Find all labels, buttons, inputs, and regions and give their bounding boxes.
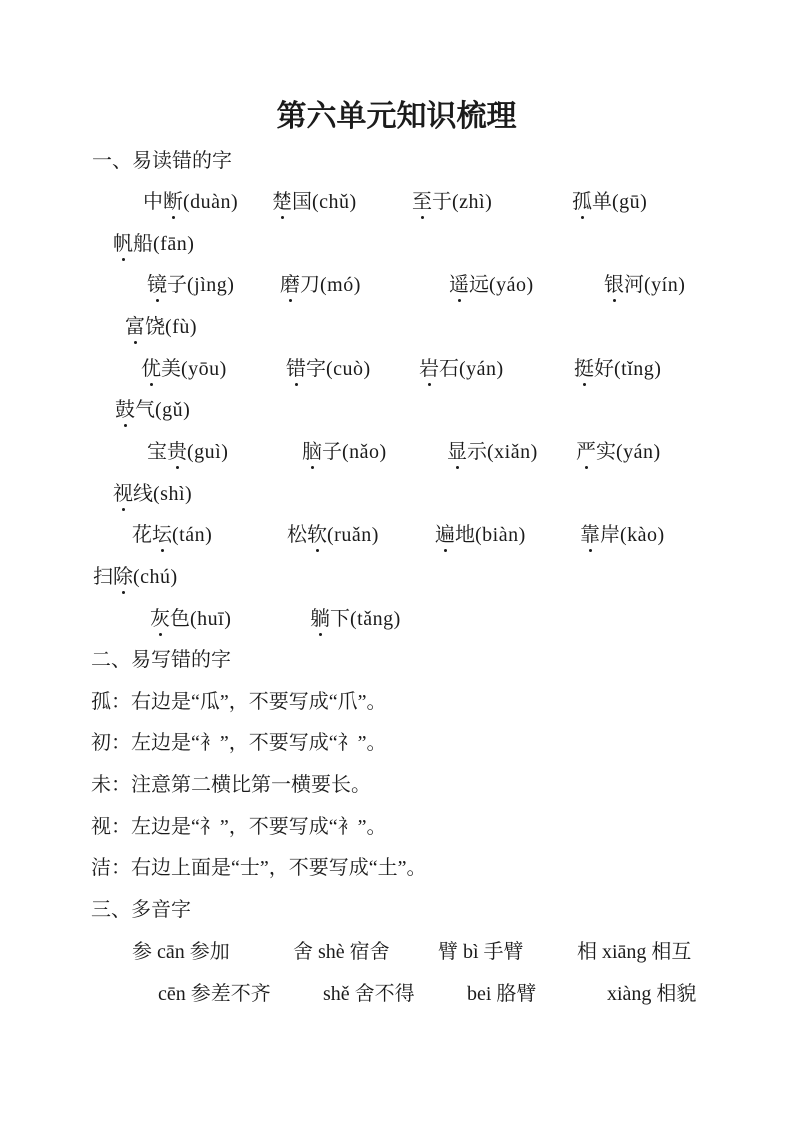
vocab-item bbox=[113, 231, 194, 257]
pinyin-text: (yōu) bbox=[181, 358, 227, 380]
pinyin-text: (zhì) bbox=[452, 191, 493, 213]
section-1-heading-text: 一、易读错的字 bbox=[92, 150, 232, 172]
emphasized-char: 挺 bbox=[574, 358, 594, 380]
pinyin-text: (tǐng) bbox=[614, 358, 662, 380]
word-text: 石 bbox=[439, 358, 459, 380]
word-text: 花 bbox=[132, 524, 152, 546]
vocab-item bbox=[572, 189, 647, 215]
vocab-item bbox=[447, 439, 538, 465]
emphasized-char: 富 bbox=[125, 316, 145, 338]
vocab-row bbox=[0, 564, 793, 590]
rule-line bbox=[0, 730, 793, 756]
vocab-row bbox=[0, 606, 793, 632]
pinyin-text: (gū) bbox=[612, 191, 648, 213]
section-2-heading-text: 二、易写错的字 bbox=[91, 649, 231, 671]
emphasized-char: 除 bbox=[113, 566, 133, 588]
word-text: 远 bbox=[469, 274, 489, 296]
pinyin-text: (cuò) bbox=[326, 358, 371, 380]
vocab-item bbox=[132, 522, 212, 548]
vocab-row bbox=[0, 522, 793, 548]
pinyin-text: (chú) bbox=[133, 566, 178, 588]
word-text: 中 bbox=[143, 191, 163, 213]
emphasized-char: 磨 bbox=[280, 274, 300, 296]
rule-line bbox=[0, 772, 793, 798]
word-text: 宝 bbox=[147, 441, 167, 463]
word-text: 色 bbox=[170, 608, 190, 630]
vocab-row bbox=[0, 189, 793, 215]
word-text: 字 bbox=[306, 358, 326, 380]
pinyin-text: (yáo) bbox=[489, 274, 534, 296]
word-text: 船 bbox=[133, 233, 153, 255]
emphasized-char: 脑 bbox=[302, 441, 322, 463]
pinyin-text: (fān) bbox=[153, 233, 195, 255]
polyphonic-entry: 参 cān 参加 bbox=[132, 941, 230, 963]
vocab-row bbox=[0, 272, 793, 298]
emphasized-char: 优 bbox=[141, 358, 161, 380]
rule-text: 未：注意第二横比第一横要长。 bbox=[91, 774, 371, 796]
pinyin-text: (huī) bbox=[190, 608, 232, 630]
vocab-row bbox=[0, 397, 793, 423]
rule-line bbox=[0, 689, 793, 715]
word-text: 下 bbox=[330, 608, 350, 630]
vocab-item bbox=[147, 272, 234, 298]
vocab-row bbox=[0, 481, 793, 507]
vocab-item bbox=[141, 356, 227, 382]
emphasized-char: 显 bbox=[447, 441, 467, 463]
emphasized-char: 镜 bbox=[147, 274, 167, 296]
pinyin-text: (tǎng) bbox=[350, 608, 401, 630]
vocab-item bbox=[150, 606, 231, 632]
word-text: 刀 bbox=[300, 274, 320, 296]
vocab-item bbox=[93, 564, 178, 590]
pinyin-text: (yán) bbox=[616, 441, 661, 463]
word-text: 于 bbox=[432, 191, 452, 213]
vocab-item bbox=[435, 522, 526, 548]
word-text: 线 bbox=[133, 483, 153, 505]
pinyin-text: (gǔ) bbox=[155, 399, 191, 421]
emphasized-char: 躺 bbox=[310, 608, 330, 630]
section-1-heading bbox=[0, 148, 793, 174]
pinyin-text: (yán) bbox=[459, 358, 504, 380]
pinyin-text: (yín) bbox=[644, 274, 686, 296]
vocab-item bbox=[604, 272, 685, 298]
vocab-item bbox=[287, 522, 379, 548]
vocab-item bbox=[272, 189, 357, 215]
vocab-item bbox=[286, 356, 371, 382]
word-text: 好 bbox=[594, 358, 614, 380]
word-text: 饶 bbox=[145, 316, 165, 338]
rule-text: 视：左边是“礻”，不要写成“衤”。 bbox=[91, 816, 387, 838]
emphasized-char: 岩 bbox=[419, 358, 439, 380]
pinyin-text: (tán) bbox=[172, 524, 213, 546]
emphasized-char: 贵 bbox=[167, 441, 187, 463]
emphasized-char: 孤 bbox=[572, 191, 592, 213]
emphasized-char: 帆 bbox=[113, 233, 133, 255]
emphasized-char: 靠 bbox=[580, 524, 600, 546]
polyphonic-row bbox=[0, 981, 793, 1007]
emphasized-char: 遍 bbox=[435, 524, 455, 546]
pinyin-text: (biàn) bbox=[475, 524, 526, 546]
vocab-item bbox=[574, 356, 661, 382]
emphasized-char: 软 bbox=[307, 524, 327, 546]
word-text: 美 bbox=[161, 358, 181, 380]
pinyin-text: (duàn) bbox=[183, 191, 239, 213]
emphasized-char: 鼓 bbox=[115, 399, 135, 421]
emphasized-char: 银 bbox=[604, 274, 624, 296]
emphasized-char: 灰 bbox=[150, 608, 170, 630]
vocab-item bbox=[576, 439, 661, 465]
pinyin-text: (ruǎn) bbox=[327, 524, 379, 546]
vocab-item bbox=[580, 522, 665, 548]
emphasized-char: 断 bbox=[163, 191, 183, 213]
vocab-item bbox=[302, 439, 387, 465]
vocab-row bbox=[0, 356, 793, 382]
polyphonic-row bbox=[0, 939, 793, 965]
vocab-item bbox=[412, 189, 492, 215]
word-text: 松 bbox=[287, 524, 307, 546]
pinyin-text: (nǎo) bbox=[342, 441, 387, 463]
rule-line bbox=[0, 814, 793, 840]
polyphonic-entry: 相 xiāng 相互 bbox=[577, 941, 692, 963]
word-text: 气 bbox=[135, 399, 155, 421]
vocab-item bbox=[419, 356, 504, 382]
section-2-heading bbox=[0, 647, 793, 673]
word-text: 扫 bbox=[93, 566, 113, 588]
pinyin-text: (fù) bbox=[165, 316, 197, 338]
vocab-item bbox=[113, 481, 192, 507]
polyphonic-entry: bei 胳臂 bbox=[467, 983, 537, 1005]
emphasized-char: 严 bbox=[576, 441, 596, 463]
word-text: 子 bbox=[322, 441, 342, 463]
emphasized-char: 遥 bbox=[449, 274, 469, 296]
emphasized-char: 至 bbox=[412, 191, 432, 213]
emphasized-char: 视 bbox=[113, 483, 133, 505]
rule-text: 洁：右边上面是“士”，不要写成“土”。 bbox=[91, 857, 427, 879]
polyphonic-entry: 臂 bì 手臂 bbox=[438, 941, 524, 963]
pinyin-text: (jìng) bbox=[187, 274, 235, 296]
vocab-item bbox=[310, 606, 401, 632]
emphasized-char: 坛 bbox=[152, 524, 172, 546]
word-text: 单 bbox=[592, 191, 612, 213]
doc-title: 第六单元知识梳理 bbox=[276, 100, 517, 133]
rule-line bbox=[0, 855, 793, 881]
pinyin-text: (mó) bbox=[320, 274, 361, 296]
pinyin-text: (xiǎn) bbox=[487, 441, 538, 463]
section-3-heading bbox=[0, 897, 793, 923]
emphasized-char: 错 bbox=[286, 358, 306, 380]
vocab-item bbox=[115, 397, 190, 423]
polyphonic-entry: shě 舍不得 bbox=[323, 983, 415, 1005]
pinyin-text: (chǔ) bbox=[312, 191, 357, 213]
word-text: 岸 bbox=[600, 524, 620, 546]
section-3-heading-text: 三、多音字 bbox=[91, 899, 191, 921]
rule-text: 初：左边是“衤”，不要写成“礻”。 bbox=[91, 732, 387, 754]
word-text: 河 bbox=[624, 274, 644, 296]
word-text: 实 bbox=[596, 441, 616, 463]
word-text: 地 bbox=[455, 524, 475, 546]
word-text: 示 bbox=[467, 441, 487, 463]
pinyin-text: (shì) bbox=[153, 483, 193, 505]
vocab-item bbox=[143, 189, 238, 215]
rule-text: 孤：右边是“瓜”，不要写成“爪”。 bbox=[91, 691, 387, 713]
word-text: 子 bbox=[167, 274, 187, 296]
word-text: 国 bbox=[292, 191, 312, 213]
emphasized-char: 楚 bbox=[272, 191, 292, 213]
vocab-item bbox=[125, 314, 197, 340]
vocab-row bbox=[0, 314, 793, 340]
pinyin-text: (kào) bbox=[620, 524, 665, 546]
vocab-row bbox=[0, 231, 793, 257]
vocab-item bbox=[280, 272, 361, 298]
vocab-item bbox=[147, 439, 228, 465]
vocab-item bbox=[449, 272, 534, 298]
polyphonic-entry: cēn 参差不齐 bbox=[158, 983, 271, 1005]
polyphonic-entry: xiàng 相貌 bbox=[607, 983, 697, 1005]
vocab-row bbox=[0, 439, 793, 465]
polyphonic-entry: 舍 shè 宿舍 bbox=[293, 941, 390, 963]
pinyin-text: (guì) bbox=[187, 441, 229, 463]
